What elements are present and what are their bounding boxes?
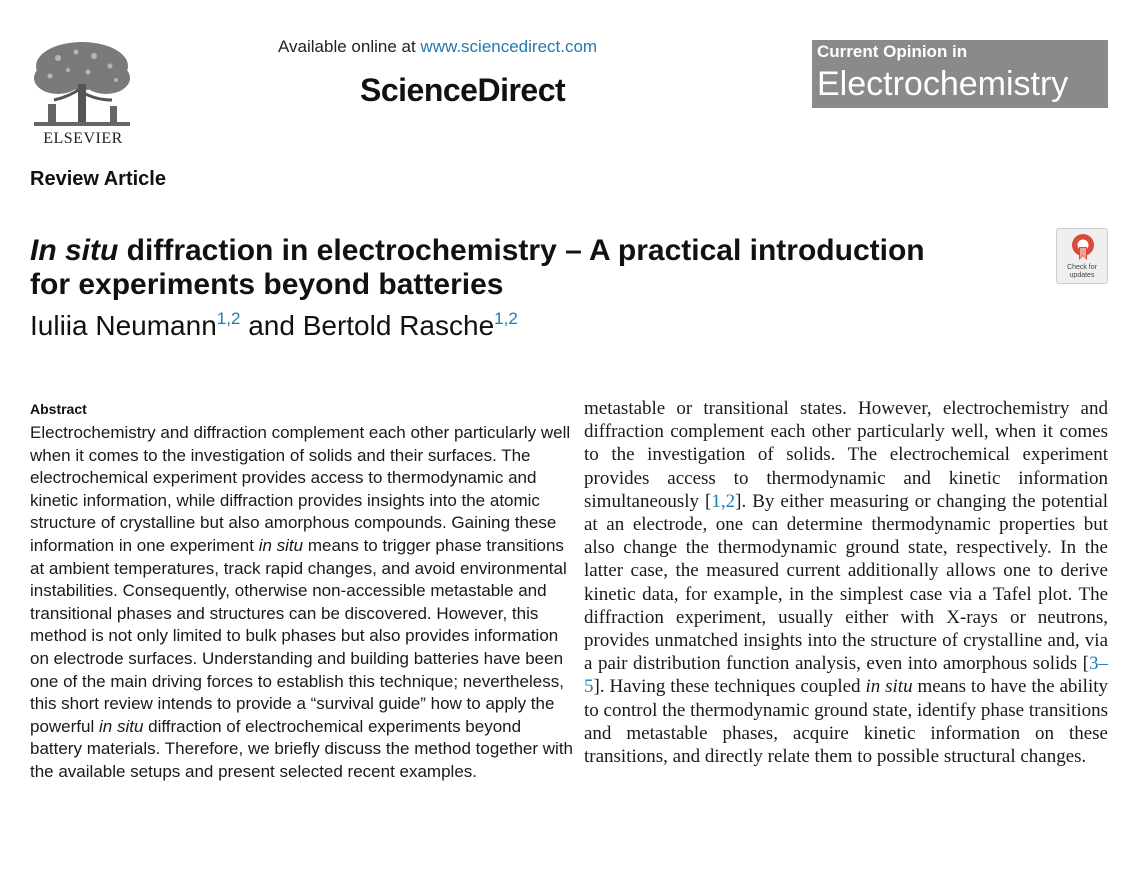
abstract-heading: Abstract [30, 401, 87, 417]
check-for-updates-label: Check for updates [1067, 264, 1097, 279]
journal-name-line2: Electrochemistry [817, 65, 1069, 103]
title-italic-part: In situ [30, 234, 119, 267]
abstract-part: means to trigger phase transitions at ambient temperatures, track rapid changes, and avoid environmental instabilities. Consequently, otherwise non-accessible metastable and transitional phases and structures can be discovered. However, this method is not only limited to bulk phases but also provides information on electrode surfaces. Understanding and building batteries have been one of the main driving forces to establish this technique; nevertheless, this short review intends to provide a “survival guide” how to apply the powerful [30, 535, 567, 736]
publisher-wordmark: ELSEVIER [43, 130, 123, 147]
citation-link[interactable]: 1,2 [711, 490, 736, 512]
check-for-updates-icon [1071, 233, 1095, 263]
abstract-part: diffraction of electrochemical experiments beyond battery materials. Therefore, we briefly discuss the method together with the available setups and present selected recent examples. [30, 716, 573, 781]
sciencedirect-link[interactable]: www.sciencedirect.com [420, 37, 598, 56]
available-online-line [278, 37, 597, 57]
abstract-text [30, 422, 575, 784]
article-type: Review Article [30, 168, 166, 190]
author-affiliation[interactable]: 1,2 [494, 309, 518, 328]
title-rest: diffraction in electrochemistry – A practical introduction for experiments beyond batteries [30, 234, 925, 301]
abstract-part: Electrochemistry and diffraction complement each other particularly well when it comes to the investigation of solids and their surfaces. The electrochemical experiment provides access to thermodynamic and kinetic information, while diffraction provides insights into the atomic structure of crystalline but also amorphous compounds. Gaining these information in one experiment [30, 423, 571, 555]
check-for-updates-badge[interactable] [1056, 228, 1108, 284]
body-emphasis: in situ [865, 676, 913, 698]
body-part: ]. By either measuring or changing the potential at an electrode, one can determine thermodynamic properties but also change the thermodynamic ground state, respectively. In the latter case, the measured current additionally allows one to derive kinetic data, for example, in the simplest case via a Tafel plot. The diffraction experiment, usually either with X-rays or neutrons, provides unmatched insights into the structure of crystalline and, via a pair distribution function analysis, even into amorphous solids [ [584, 490, 1108, 675]
author-affiliation[interactable]: 1,2 [216, 309, 241, 328]
sciencedirect-wordmark: ScienceDirect [360, 72, 566, 108]
available-online-prefix: Available online at [278, 37, 416, 56]
body-part: ]. Having these techniques coupled [593, 676, 866, 698]
journal-name-line1: Current Opinion in [817, 42, 968, 61]
citation-link[interactable]: 3–5 [584, 653, 1108, 698]
author-list [30, 309, 518, 342]
body-part: means to have the ability to control the thermodynamic ground state, identify phase transitions and metastable phases, acquire kinetic information on these transitions, and directly relate them to possible structural changes. [584, 676, 1109, 768]
article-title [30, 234, 970, 302]
abstract-emphasis: in situ [258, 535, 304, 555]
author-name[interactable]: Bertold Rasche [302, 310, 495, 341]
journal-banner [812, 40, 1108, 108]
author-name[interactable]: Iuliia Neumann [30, 310, 217, 341]
abstract-emphasis: in situ [98, 716, 144, 736]
author-joiner: and [240, 310, 303, 341]
body-part: metastable or transitional states. However, electrochemistry and diffraction complement each other particularly well, when it comes to the investigation of solids. The electrochemical experiment provides access to thermodynamic and kinetic information simultaneously [ [584, 398, 1108, 512]
body-text [584, 397, 1108, 768]
